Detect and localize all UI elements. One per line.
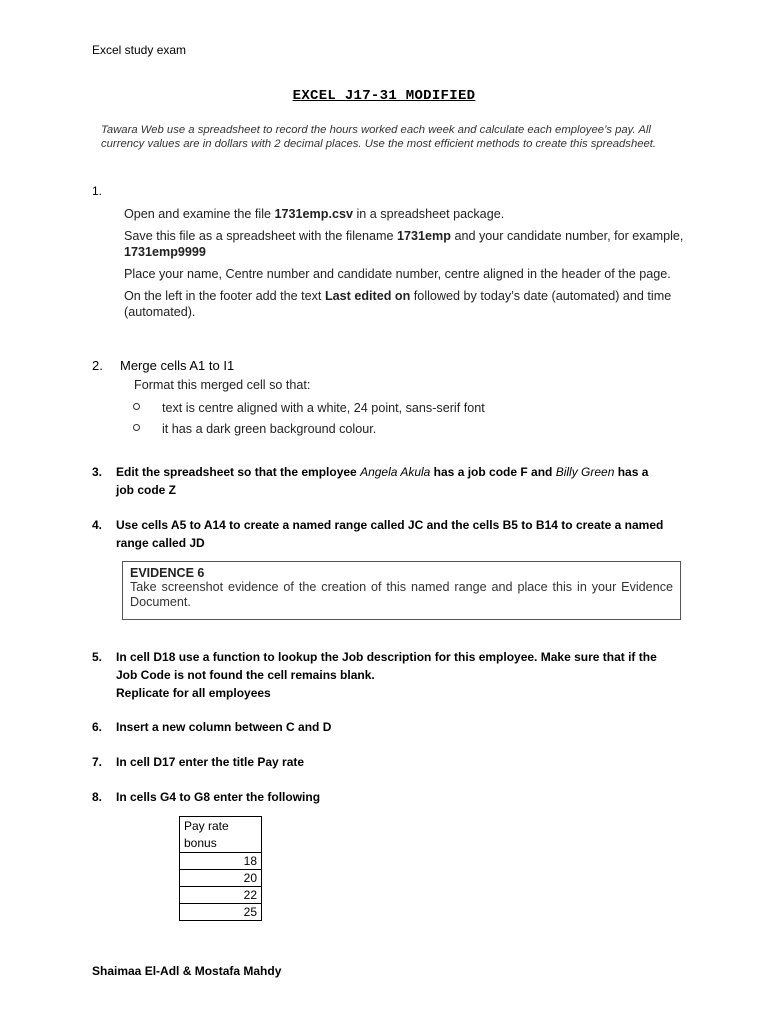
employee-name-2: Billy Green: [555, 465, 615, 479]
table-cell: 18: [180, 853, 262, 870]
table-cell: 22: [180, 887, 262, 904]
question-5-number: 5.: [92, 650, 103, 664]
table-row: [180, 853, 262, 870]
question-7: 7. In cell D17 enter the title Pay rate: [92, 755, 305, 769]
question-3: 3. Edit the spreadsheet so that the employee Angela Akula has a job code F and Billy Green has a job code Z: [92, 465, 649, 497]
question-2-format: Format this merged cell so that:: [134, 378, 311, 392]
question-1-body: [124, 206, 692, 326]
filename-spreadsheet: 1731emp: [397, 229, 451, 243]
q1-save-file: Save this file as a spreadsheet with the filename 1731emp and your candidate number, for example, 1731emp9999: [124, 229, 684, 259]
table-row: [180, 904, 262, 921]
question-4-number: 4.: [92, 518, 103, 532]
bullet-item: text is centre aligned with a white, 24 point, sans-serif font: [133, 401, 485, 415]
question-8-number: 8.: [92, 790, 103, 804]
q1-open-file: Open and examine the file 1731emp.csv in a spreadsheet package.: [124, 207, 505, 221]
question-3-number: 3.: [92, 465, 103, 479]
question-6-number: 6.: [92, 720, 103, 734]
intro-paragraph: Tawara Web use a spreadsheet to record the hours worked each week and calculate each employee’s pay. All currency values are in dollars with 2 decimal places. Use the most efficient methods to create this spreadsheet.: [101, 124, 657, 150]
question-8: 8. In cells G4 to G8 enter the following: [92, 790, 321, 804]
circle-bullet-icon: [133, 424, 140, 431]
circle-bullet-icon: [133, 403, 140, 410]
document-title: EXCEL J17-31 MODIFIED: [292, 88, 476, 104]
page-footer: Shaimaa El-Adl & Mostafa Mahdy: [92, 964, 282, 978]
evidence-box: [122, 561, 681, 620]
table-row: [180, 817, 262, 853]
table-cell: 20: [180, 870, 262, 887]
evidence-text: Take screenshot evidence of the creation of this named range and place this in your Evidence Document.: [130, 580, 673, 609]
employee-name-1: Angela Akula: [360, 465, 431, 479]
table-header-cell: Pay rate bonus: [180, 817, 262, 853]
question-2-number: 2.: [92, 358, 103, 373]
question-4: 4. Use cells A5 to A14 to create a named range called JC and the cells B5 to B14 to create a named range called JD: [92, 518, 664, 550]
question-5: 5. In cell D18 use a function to lookup the Job description for this employee. Make sure that if the Job Code is not found the cell remains blank. Replicate for all employees: [92, 650, 657, 700]
table-row: [180, 887, 262, 904]
table-cell: 25: [180, 904, 262, 921]
page-header: Excel study exam: [92, 43, 187, 57]
table-row: [180, 870, 262, 887]
q1-footer-instruction: On the left in the footer add the text Last edited on followed by today’s date (automated) and time (automated).: [124, 289, 672, 319]
question-7-number: 7.: [92, 755, 103, 769]
pay-rate-table: [179, 816, 262, 921]
question-6: 6. Insert a new column between C and D: [92, 720, 332, 734]
bullet-item: it has a dark green background colour.: [133, 422, 376, 436]
question-2-heading: Merge cells A1 to I1: [120, 358, 235, 373]
evidence-title: EVIDENCE 6: [130, 566, 205, 580]
q1-header-instruction: Place your name, Centre number and candidate number, centre aligned in the header of the page.: [124, 267, 671, 281]
filename-csv: 1731emp.csv: [274, 207, 353, 221]
last-edited-text: Last edited on: [324, 289, 411, 303]
question-1-number: 1.: [92, 184, 103, 198]
filename-example: 1731emp9999: [124, 245, 206, 259]
